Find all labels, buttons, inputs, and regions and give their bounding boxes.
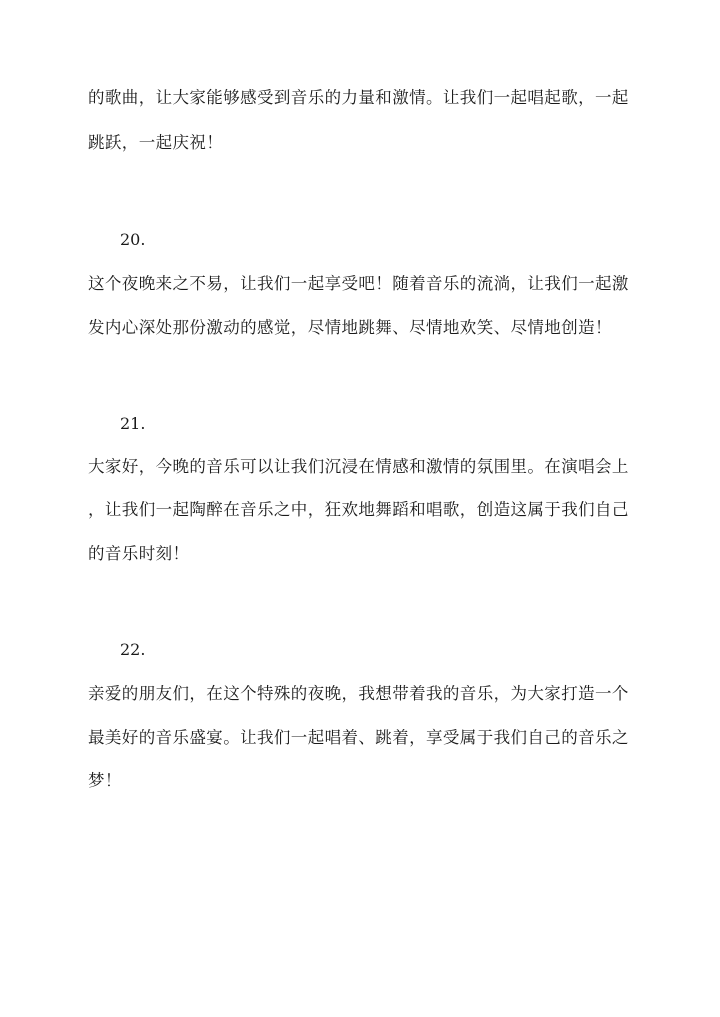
item-number: 20. (120, 230, 146, 249)
paragraph-line: 亲爱的朋友们，在这个特殊的夜晚，我想带着我的音乐，为大家打造一个 (88, 684, 629, 703)
paragraph-line: 的歌曲，让大家能够感受到音乐的力量和激情。让我们一起唱起歌，一起 (88, 88, 629, 107)
paragraph-line: 梦！ (88, 771, 122, 790)
paragraph-line: 跳跃，一起庆祝！ (88, 133, 224, 152)
item-number: 21. (120, 414, 146, 433)
paragraph-line: 大家好，今晚的音乐可以让我们沉浸在情感和激情的氛围里。在演唱会上 (88, 457, 629, 476)
paragraph-line: 这个夜晚来之不易，让我们一起享受吧！随着音乐的流淌，让我们一起激 (88, 274, 629, 293)
paragraph-line: ，让我们一起陶醉在音乐之中，狂欢地舞蹈和唱歌，创造这属于我们自己 (88, 500, 629, 519)
paragraph-line: 发内心深处那份激动的感觉，尽情地跳舞、尽情地欢笑、尽情地创造！ (88, 318, 612, 337)
paragraph-line: 的音乐时刻！ (88, 544, 190, 563)
item-number: 22. (120, 640, 146, 659)
paragraph-line: 最美好的音乐盛宴。让我们一起唱着、跳着，享受属于我们自己的音乐之 (88, 728, 629, 747)
